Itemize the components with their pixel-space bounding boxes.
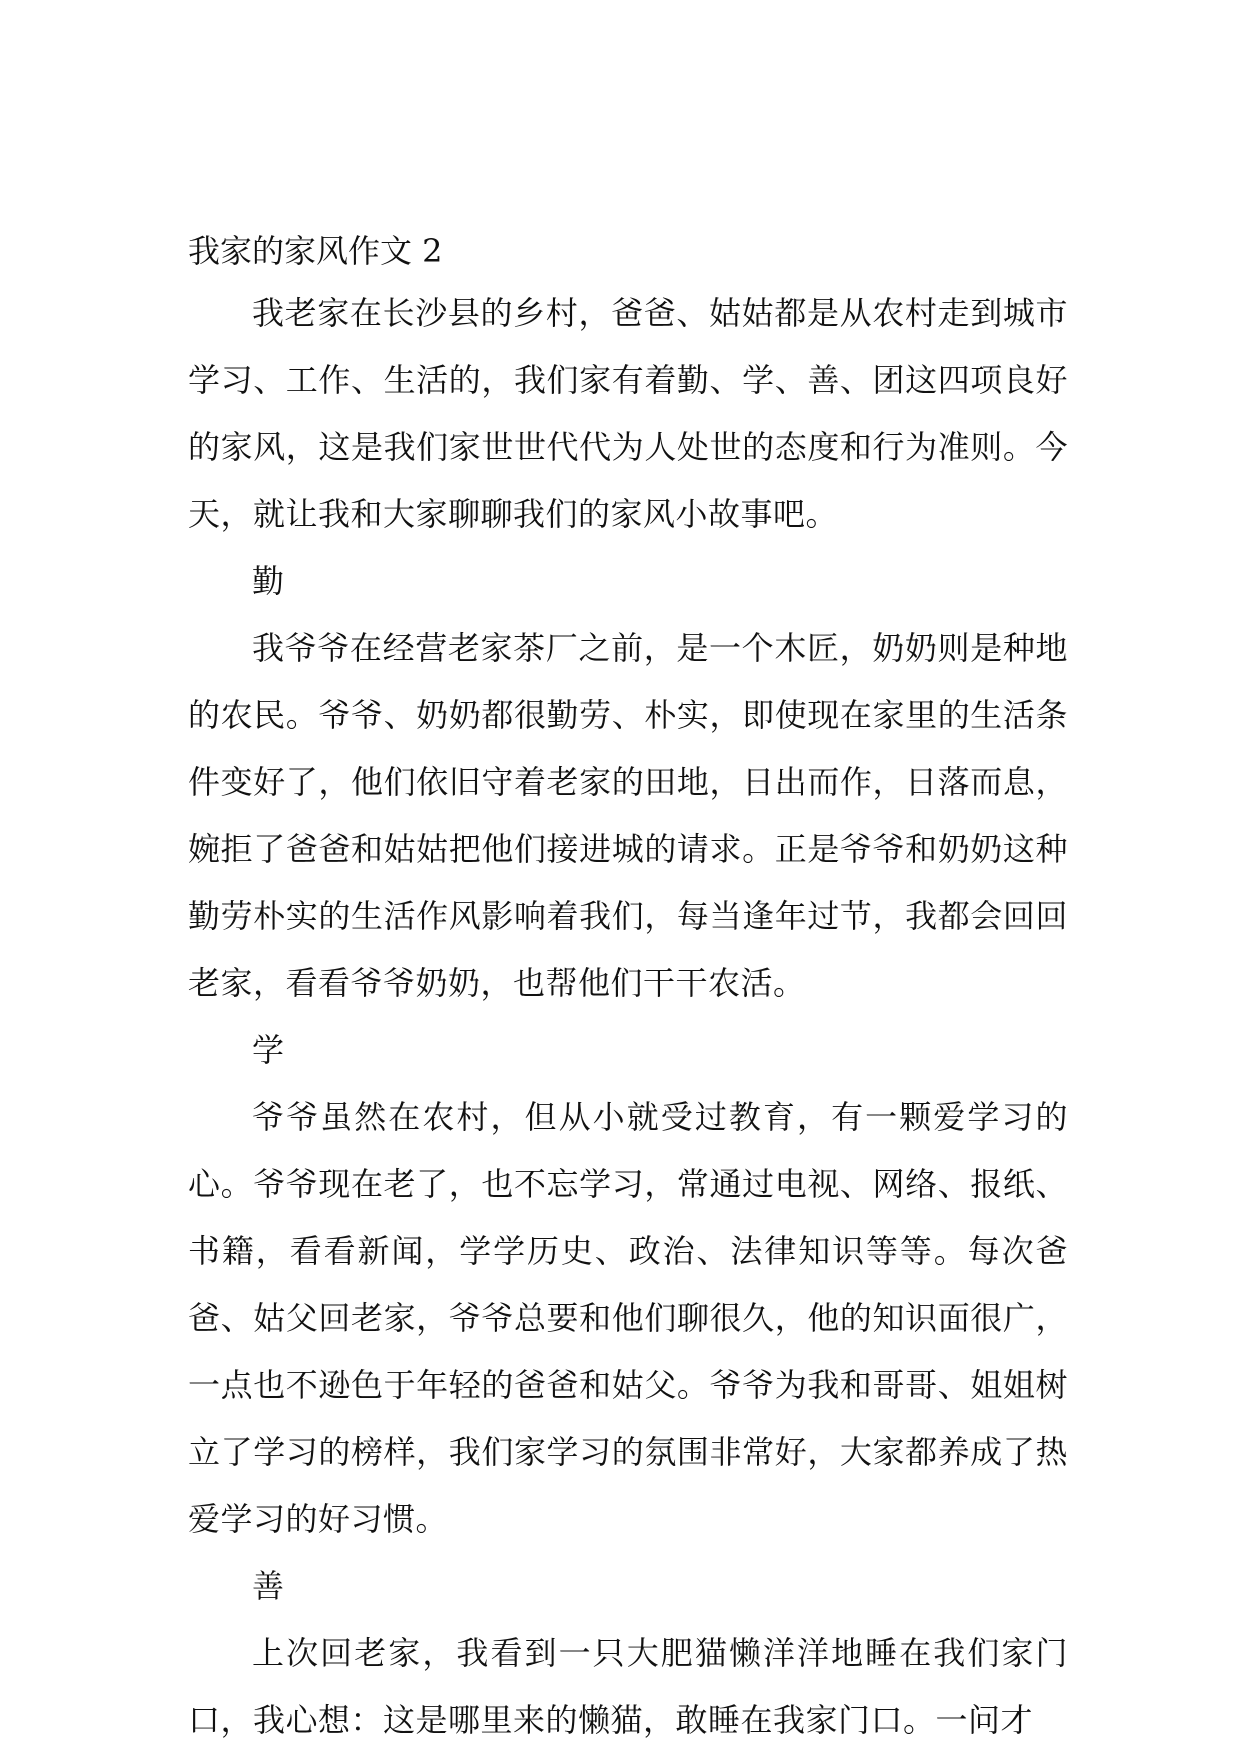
section-heading-qin: 勤	[252, 562, 285, 600]
intro-paragraph: 我老家在长沙县的乡村，爸爸、姑姑都是从农村走到城市学习、工作、生活的，我们家有着勤、学、善、团这四项良好的家风，这是我们家世世代代为人处世的态度和行为准则。今天，就让我和大家聊聊我们的家风小故事吧。	[188, 294, 1068, 533]
section-heading-xue: 学	[252, 1031, 285, 1069]
document-page	[188, 222, 1068, 1754]
shan-paragraph: 上次回老家，我看到一只大肥猫懒洋洋地睡在我们家门口，我心想：这是哪里来的懒猫，敢睡在我家门口。一问才	[188, 1634, 1068, 1739]
xue-paragraph: 爷爷虽然在农村，但从小就受过教育，有一颗爱学习的心。爷爷现在老了，也不忘学习，常通过电视、网络、报纸、书籍，看看新闻，学学历史、政治、法律知识等等。每次爸爸、姑父回老家，爷爷总要和他们聊很久，他的知识面很广，一点也不逊色于年轻的爸爸和姑父。爷爷为我和哥哥、姐姐树立了学习的榜样，我们家学习的氛围非常好，大家都养成了热爱学习的好习惯。	[188, 1098, 1068, 1538]
qin-paragraph: 我爷爷在经营老家茶厂之前，是一个木匠，奶奶则是种地的农民。爷爷、奶奶都很勤劳、朴实，即使现在家里的生活条件变好了，他们依旧守着老家的田地，日出而作，日落而息，婉拒了爸爸和姑姑把他们接进城的请求。正是爷爷和奶奶这种勤劳朴实的生活作风影响着我们，每当逢年过节，我都会回回老家，看看爷爷奶奶，也帮他们干干农活。	[188, 629, 1068, 1002]
section-heading-shan: 善	[252, 1567, 285, 1605]
document-title: 我家的家风作文 2	[188, 232, 443, 270]
